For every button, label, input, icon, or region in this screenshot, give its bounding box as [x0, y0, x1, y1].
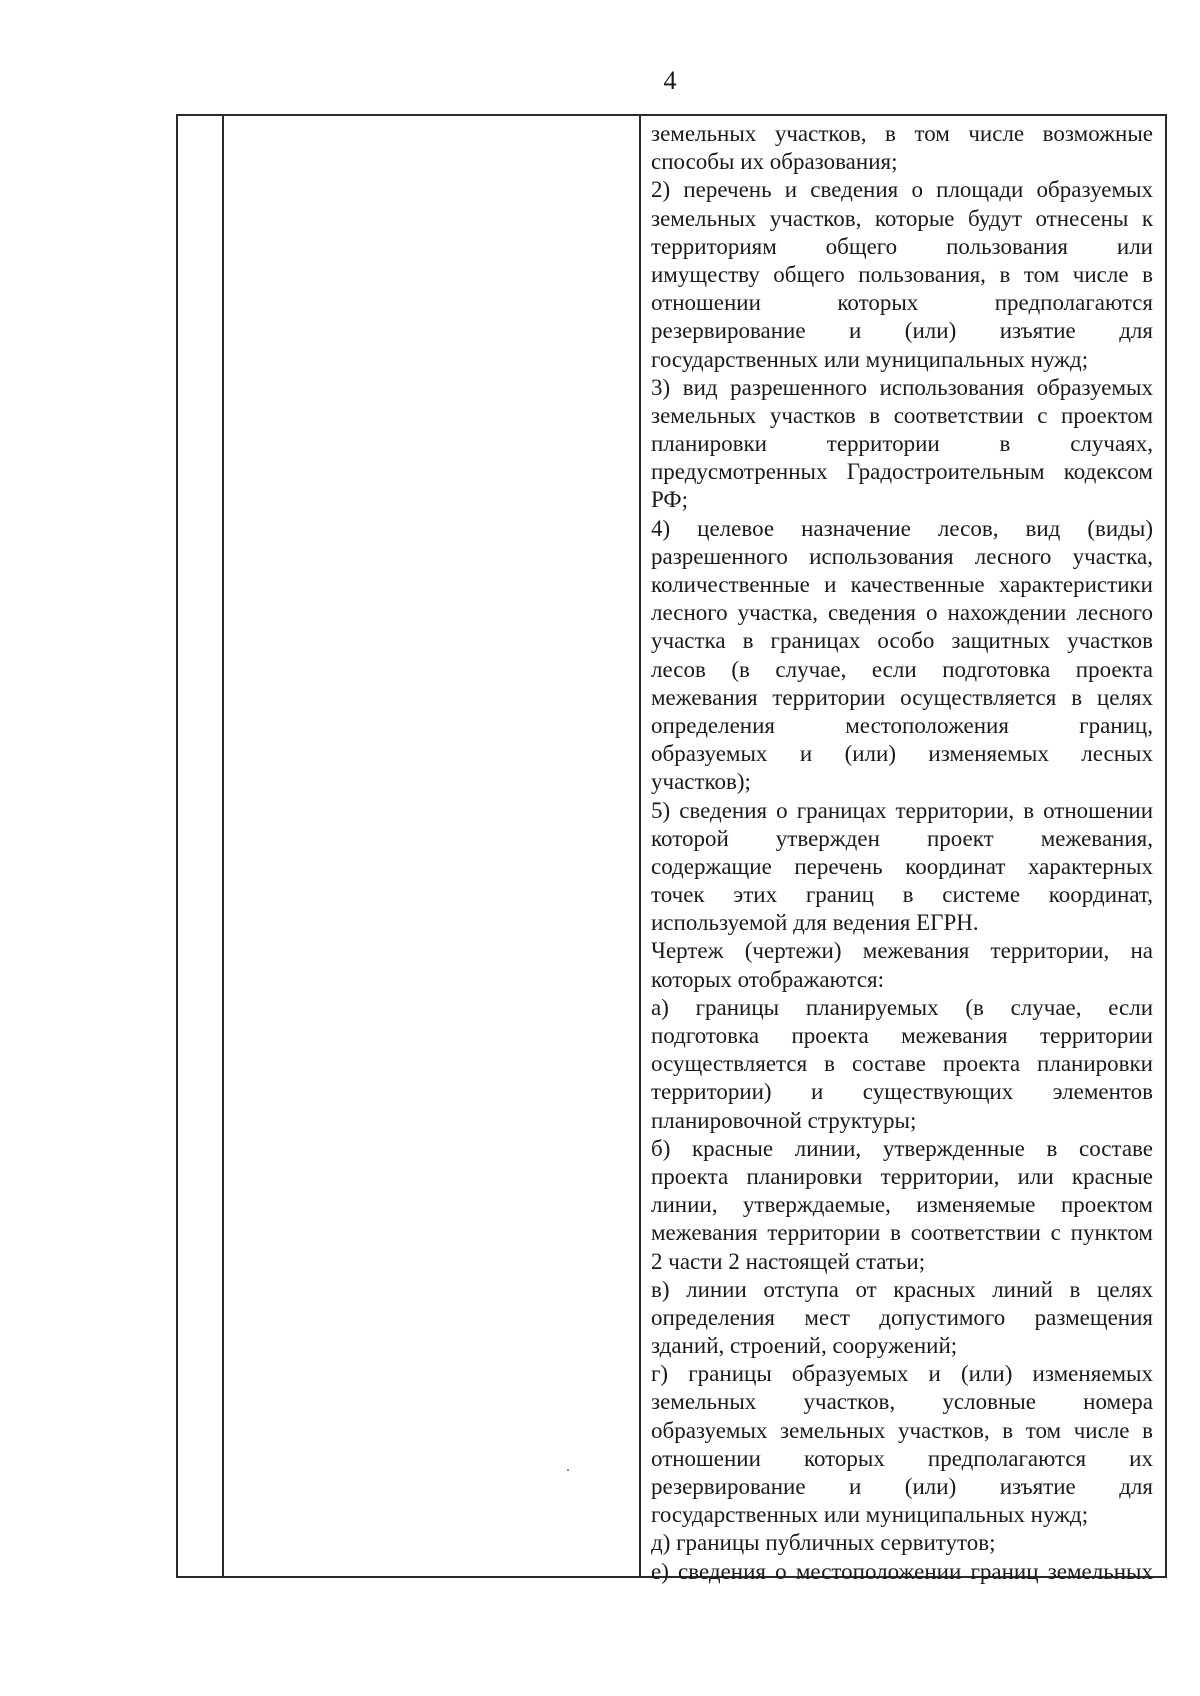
text-line: используемой для ведения ЕГРН.	[651, 910, 979, 936]
page-number: 4	[663, 66, 677, 95]
table-column-divider	[222, 116, 224, 1576]
text-line: планировки территории в случаях,	[651, 431, 1153, 457]
text-line: которых отображаются:	[651, 966, 884, 992]
text-line: 3) вид разрешенного использования образуемых	[651, 374, 1153, 400]
text-line: содержащие перечень координат характерных	[651, 853, 1153, 879]
text-line: земельных участков, в том числе возможные	[651, 121, 1153, 146]
text-line: которой утвержден проект межевания,	[651, 825, 1153, 851]
text-line: осуществляется в составе проекта планировки	[651, 1051, 1153, 1077]
text-line: 5) сведения о границах территории, в отношении	[651, 797, 1153, 823]
text-line: способы их образования;	[651, 149, 898, 175]
text-line: земельных участков, условные номера	[651, 1389, 1153, 1415]
text-line: образуемых земельных участков, в том числе в	[651, 1417, 1153, 1443]
text-line: государственных или муниципальных нужд;	[651, 346, 1089, 372]
text-line: земельных участков, которые будут отнесены к	[651, 205, 1153, 231]
text-line: территориям общего пользования или	[651, 233, 1153, 259]
text-line: точек этих границ в системе координат,	[651, 882, 1153, 908]
text-line: лесного участка, сведения о нахождении лесного	[651, 600, 1153, 626]
text-line: количественные и качественные характеристики	[651, 572, 1153, 597]
text-line: б) красные линии, утвержденные в составе	[651, 1135, 1153, 1161]
text-line: в) линии отступа от красных линий в целях	[651, 1276, 1153, 1302]
text-line: участка в границах особо защитных участков	[651, 628, 1153, 654]
text-line: имуществу общего пользования, в том числе в	[651, 261, 1153, 287]
text-line: Чертеж (чертежи) межевания территории, на	[651, 938, 1153, 964]
text-line: г) границы образуемых и (или) изменяемых	[651, 1361, 1153, 1387]
scan-artifact-dot	[567, 1469, 569, 1471]
text-line: определения мест допустимого размещения	[651, 1304, 1153, 1330]
text-line: определения местоположения границ,	[651, 712, 1153, 738]
text-line: подготовка проекта межевания территории	[651, 1023, 1153, 1048]
text-line: разрешенного использования лесного участка,	[651, 543, 1153, 569]
text-line: д) границы публичных сервитутов;	[651, 1530, 996, 1556]
text-line: зданий, строений, сооружений;	[651, 1333, 958, 1359]
text-line: РФ;	[651, 487, 688, 513]
text-line: резервирование и (или) изъятие для	[651, 318, 1153, 344]
text-line: линии, утверждаемые, изменяемые проектом	[651, 1192, 1153, 1218]
text-line: отношении которых предполагаются их	[651, 1445, 1153, 1471]
document-table	[176, 114, 1167, 1584]
text-line: проекта планировки территории, или красные	[651, 1163, 1153, 1189]
text-line: 2 части 2 настоящей статьи;	[651, 1248, 926, 1274]
text-line: резервирование и (или) изъятие для	[651, 1474, 1153, 1499]
text-line: отношении которых предполагаются	[651, 290, 1153, 316]
text-line: е) сведения о местоположении границ земельных	[651, 1558, 1153, 1584]
text-line: государственных или муниципальных нужд;	[651, 1502, 1089, 1528]
text-line: территории) и существующих элементов	[651, 1079, 1153, 1105]
text-line: межевания территории в соответствии с пунктом	[651, 1220, 1153, 1246]
text-line: лесов (в случае, если подготовка проекта	[651, 656, 1153, 682]
table-column-divider	[639, 116, 641, 1576]
text-line: межевания территории осуществляется в целях	[651, 684, 1153, 710]
text-line: участков);	[651, 769, 751, 795]
text-line: образуемых и (или) изменяемых лесных	[651, 741, 1153, 767]
text-line: 4) целевое назначение лесов, вид (виды)	[651, 515, 1153, 541]
text-line: земельных участков в соответствии с проектом	[651, 402, 1153, 428]
text-line: 2) перечень и сведения о площади образуемых	[651, 177, 1153, 203]
text-line: а) границы планируемых (в случае, если	[651, 994, 1153, 1020]
text-line: предусмотренных Градостроительным кодексом	[651, 459, 1153, 485]
text-line: планировочной структуры;	[651, 1107, 917, 1133]
table-cell-content	[651, 120, 1153, 1586]
